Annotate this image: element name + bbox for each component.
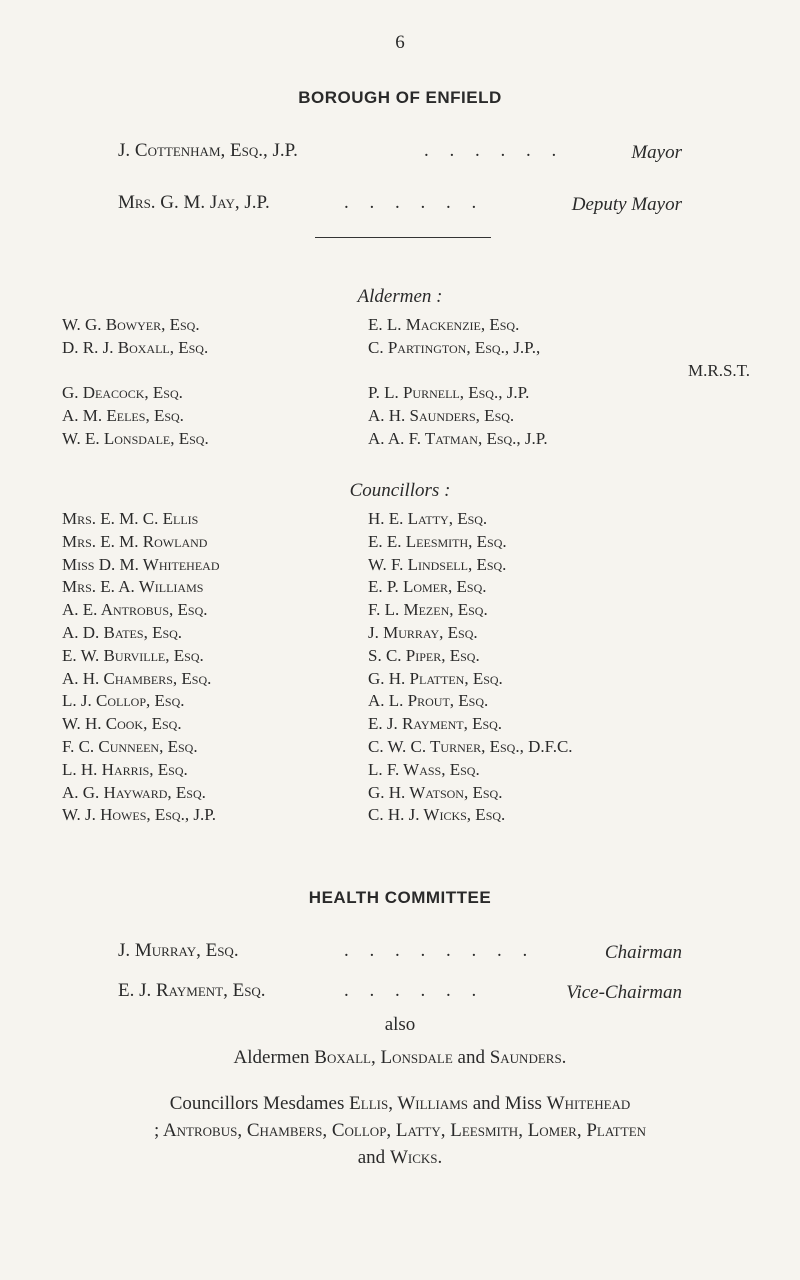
councillor-name: A. D. Bates, Esq. bbox=[62, 622, 183, 642]
chairman-dots: . . . . . . . . bbox=[344, 940, 536, 961]
councillor-name: Mrs. E. M. C. Ellis bbox=[62, 509, 199, 528]
alderman-name: W. G. Bowyer, Esq. bbox=[62, 315, 200, 334]
councillor-name: W. F. Lindsell, Esq. bbox=[368, 554, 507, 574]
councillor-name: C. H. J. Wicks, Esq. bbox=[368, 805, 506, 825]
councillor-name: G. H. Platten, Esq. bbox=[368, 668, 503, 688]
mayor-name: J. Cottenham, Esq., J.P. bbox=[118, 140, 298, 161]
alderman-name: A. M. Eeles, Esq. bbox=[62, 406, 184, 426]
alderman-name: W. E. Lonsdale, Esq. bbox=[62, 428, 209, 448]
also-label: also bbox=[384, 1014, 416, 1035]
councillors-miss: Whitehead bbox=[546, 1093, 631, 1114]
councillor-name: F. L. Mezen, Esq. bbox=[368, 600, 488, 620]
aldermen-left-column bbox=[62, 314, 209, 451]
vice-chairman-role: Vice-Chairman bbox=[566, 982, 682, 1003]
health-committee-heading: HEALTH COMMITTEE bbox=[308, 888, 492, 907]
councillor-name: W. H. Cook, Esq. bbox=[62, 714, 182, 734]
councillor-name: S. C. Piper, Esq. bbox=[368, 645, 480, 665]
councillor-name: A. H. Chambers, Esq. bbox=[62, 668, 212, 688]
alderman-name: E. L. Mackenzie, Esq. bbox=[368, 315, 520, 334]
alderman-name: G. Deacock, Esq. bbox=[62, 383, 183, 403]
aldermen-right-column bbox=[368, 314, 750, 451]
alderman-name: A. H. Saunders, Esq. bbox=[368, 406, 515, 426]
alderman-name: P. L. Purnell, Esq., J.P. bbox=[368, 383, 530, 403]
councillor-name: Mrs. E. A. Williams bbox=[62, 577, 204, 597]
alderman-name: D. R. J. Boxall, Esq. bbox=[62, 337, 209, 357]
deputy-mayor-role: Deputy Mayor bbox=[571, 194, 682, 215]
councillor-name: A. E. Antrobus, Esq. bbox=[62, 600, 208, 620]
committee-councillors-paragraph bbox=[60, 1090, 740, 1171]
borough-heading: BOROUGH OF ENFIELD bbox=[298, 88, 502, 107]
alderman-name bbox=[62, 360, 209, 383]
councillor-name: G. H. Watson, Esq. bbox=[368, 782, 503, 802]
councillor-name: E. E. Leesmith, Esq. bbox=[368, 531, 507, 551]
vice-chairman-dots: . . . . . . bbox=[344, 980, 485, 1001]
alderman-name: M.R.S.T. bbox=[688, 360, 751, 380]
councillors-names: Ellis, Williams bbox=[349, 1093, 468, 1114]
deputy-mayor-dots: . . . . . . bbox=[344, 192, 485, 213]
councillor-name: J. Murray, Esq. bbox=[368, 622, 478, 642]
councillor-name: A. G. Hayward, Esq. bbox=[62, 782, 206, 802]
councillor-name: C. W. C. Turner, Esq., D.F.C. bbox=[368, 736, 573, 756]
divider-rule bbox=[315, 237, 491, 238]
councillors-right-column bbox=[368, 508, 573, 827]
councillor-name: E. J. Rayment, Esq. bbox=[368, 714, 503, 734]
aldermen-and: and bbox=[457, 1047, 485, 1068]
councillor-name: W. J. Howes, Esq., J.P. bbox=[62, 805, 217, 825]
councillors-line2: ; Antrobus, Chambers, Collop, Latty, Leesmith, Lomer, Platten bbox=[153, 1120, 647, 1141]
councillor-name: F. C. Cunneen, Esq. bbox=[62, 736, 198, 756]
mayor-dots: . . . . . . bbox=[424, 140, 565, 161]
aldermen-prefix: Aldermen bbox=[233, 1047, 310, 1068]
alderman-name: A. A. F. Tatman, Esq., J.P. bbox=[368, 428, 548, 448]
councillors-label: Councillors : bbox=[349, 480, 451, 501]
councillor-name: H. E. Latty, Esq. bbox=[368, 509, 488, 528]
mayor-role: Mayor bbox=[631, 142, 682, 163]
alderman-name: C. Partington, Esq., J.P., bbox=[368, 337, 541, 357]
councillor-name: E. P. Lomer, Esq. bbox=[368, 577, 487, 597]
committee-aldermen-line bbox=[0, 1044, 800, 1071]
aldermen-label: Aldermen : bbox=[357, 286, 443, 307]
councillor-name: Mrs. E. M. Rowland bbox=[62, 531, 208, 551]
chairman-name: J. Murray, Esq. bbox=[118, 940, 239, 961]
councillor-name: E. W. Burville, Esq. bbox=[62, 645, 204, 665]
deputy-mayor-name: Mrs. G. M. Jay, J.P. bbox=[118, 192, 270, 213]
vice-chairman-name: E. J. Rayment, Esq. bbox=[118, 980, 266, 1001]
aldermen-last: Saunders. bbox=[489, 1047, 567, 1068]
page-number: 6 bbox=[395, 32, 405, 53]
councillors-prefix: Councillors Mesdames bbox=[169, 1093, 345, 1114]
councillor-name: L. H. Harris, Esq. bbox=[62, 759, 188, 779]
chairman-role: Chairman bbox=[604, 942, 682, 963]
councillors-line3-and: and bbox=[357, 1147, 386, 1168]
councillor-name: L. F. Wass, Esq. bbox=[368, 759, 480, 779]
councillors-line3-last: Wicks. bbox=[389, 1147, 443, 1168]
councillors-and: and Miss bbox=[472, 1093, 542, 1114]
councillors-left-column bbox=[62, 508, 220, 827]
councillor-name: L. J. Collop, Esq. bbox=[62, 691, 185, 711]
councillor-name: Miss D. M. Whitehead bbox=[62, 554, 220, 574]
aldermen-names: Boxall, Lonsdale bbox=[314, 1047, 453, 1068]
councillor-name: A. L. Prout, Esq. bbox=[368, 691, 489, 711]
